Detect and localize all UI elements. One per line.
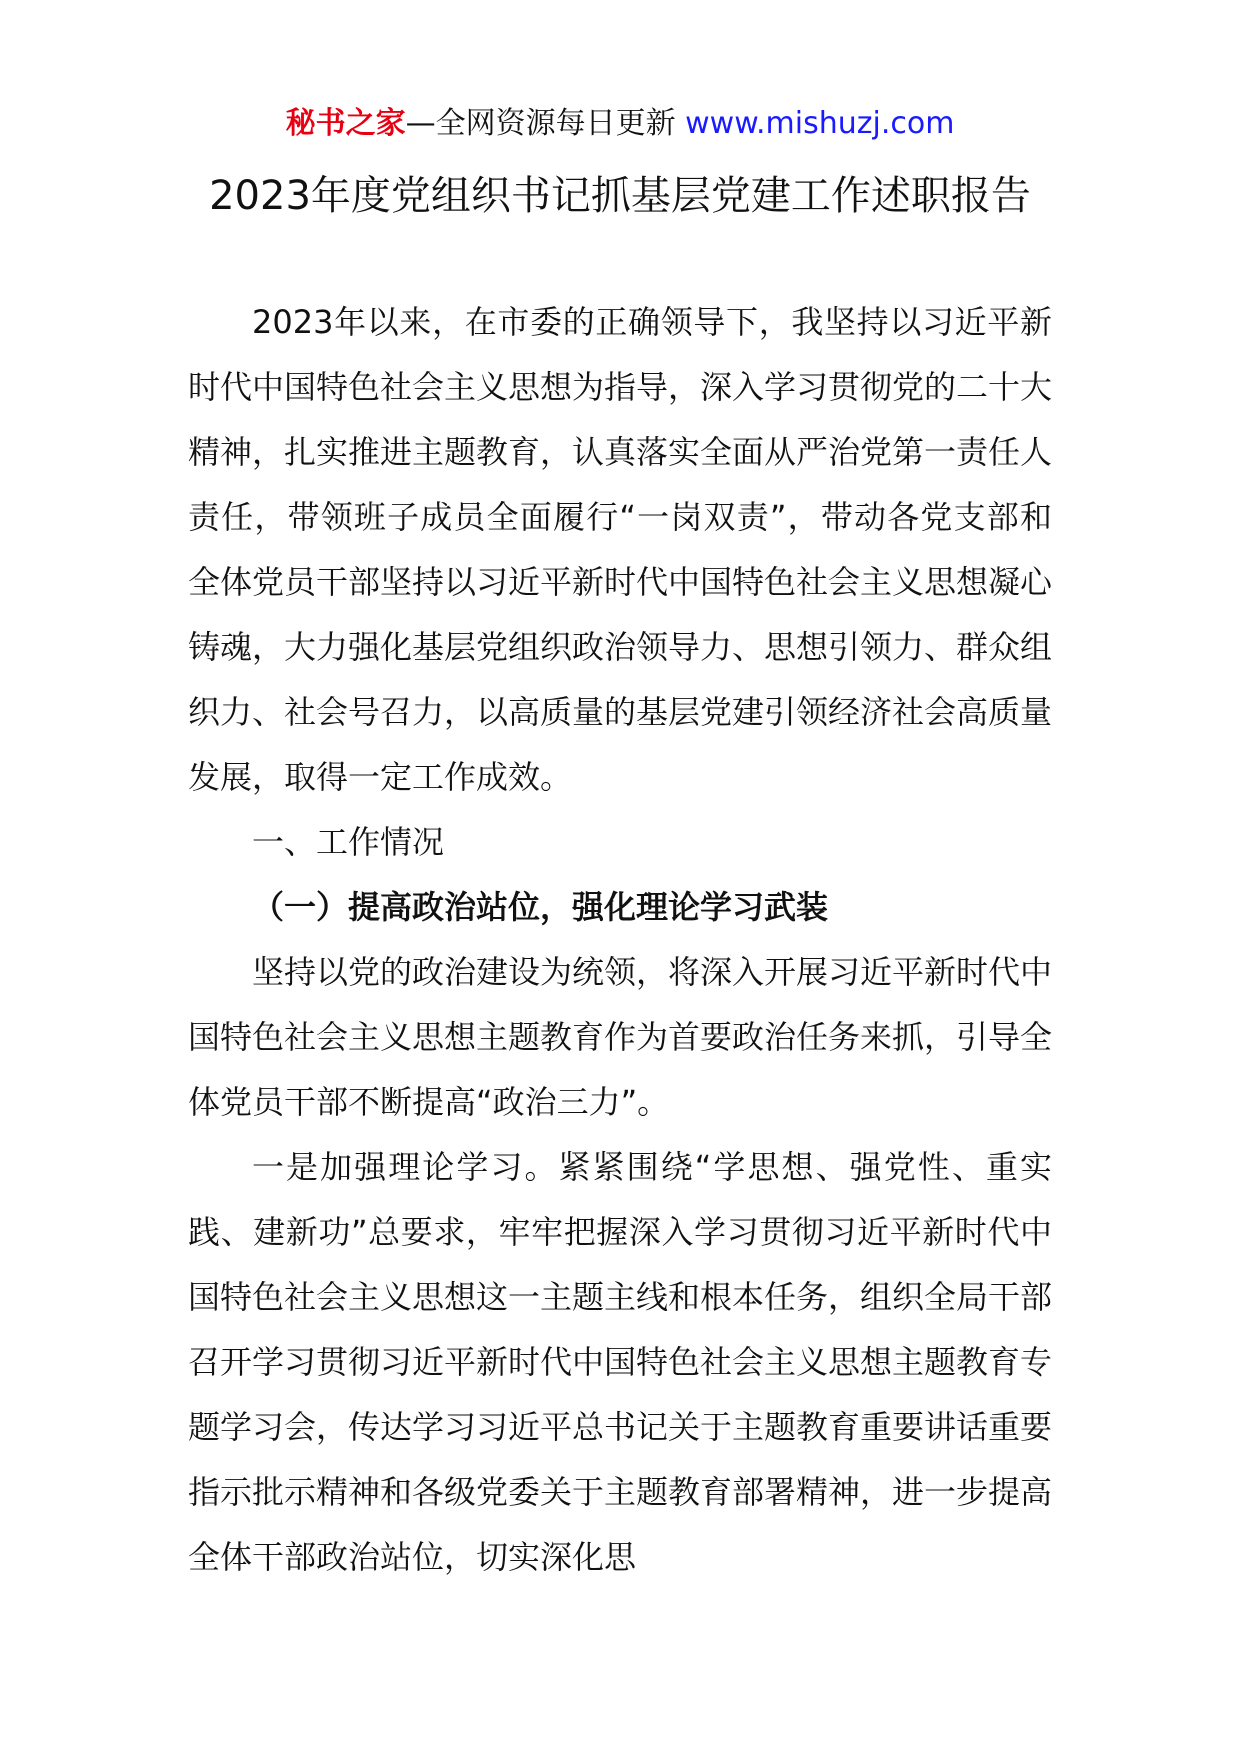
brand-name: 秘书之家 [285, 106, 406, 141]
subsection-heading: （一）提高政治站位，强化理论学习武装 [252, 888, 829, 926]
brand-tagline: —全网资源每日更新 [405, 106, 676, 141]
intro-paragraph: 2023年以来，在市委的正确领导下，我坚持以习近平新时代中国特色社会主义思想为指导，深入学习贯彻党的二十大精神，扎实推进主题教育，认真落实全面从严治党第一责任人责任，带领班子成员全面履行“一岗双责”，带动各党支部和全体党员干部坚持以习近平新时代中国特色社会主义思想凝心铸魂，大力强化基层党组织政治领导力、思想引领力、群众组织力、社会号召力，以高质量的基层党建引领经济社会高质量发展，取得一定工作成效。 [188, 303, 1053, 796]
watermark-header [0, 100, 1240, 148]
brand-url[interactable]: www.mishuzj.com [685, 106, 955, 141]
body-paragraph: 一是加强理论学习。紧紧围绕“学思想、强党性、重实践、建新功”总要求，牢牢把握深入学习贯彻习近平新时代中国特色社会主义思想这一主题主线和根本任务，组织全局干部召开学习贯彻习近平新时代中国特色社会主义思想主题教育专题学习会，传达学习习近平总书记关于主题教育重要讲话重要指示批示精神和各级党委关于主题教育部署精神，进一步提高全体干部政治站位，切实深化思 [188, 1148, 1053, 1576]
document-body [188, 290, 1052, 1590]
document-title: 2023年度党组织书记抓基层党建工作述职报告 [209, 173, 1031, 219]
body-paragraph: 坚持以党的政治建设为统领，将深入开展习近平新时代中国特色社会主义思想主题教育作为首要政治任务来抓，引导全体党员干部不断提高“政治三力”。 [188, 953, 1053, 1121]
section-heading: 一、工作情况 [252, 823, 445, 861]
